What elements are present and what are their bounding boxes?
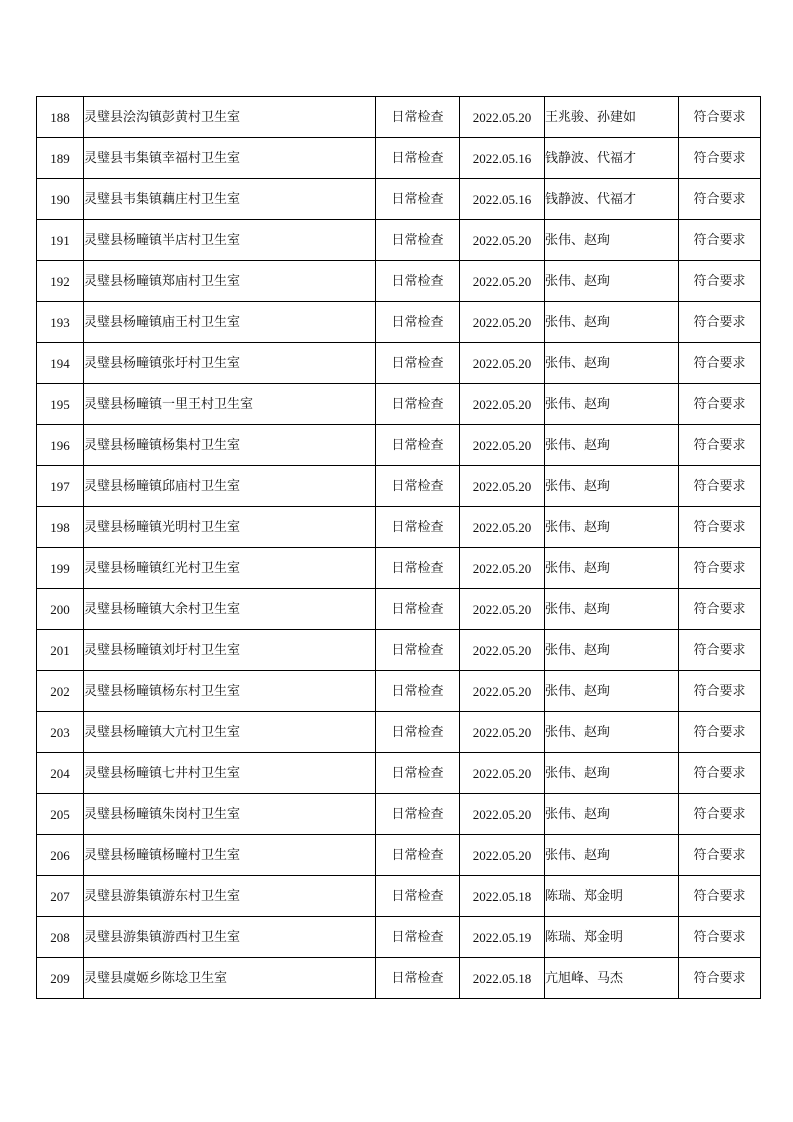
inspectors-cell: 张伟、赵珣 xyxy=(545,302,679,343)
clinic-name-cell: 灵璧县杨疃镇张圩村卫生室 xyxy=(84,343,376,384)
inspectors-cell: 张伟、赵珣 xyxy=(545,466,679,507)
inspection-type-cell: 日常检查 xyxy=(376,466,460,507)
table-row xyxy=(37,712,761,753)
inspection-type-cell: 日常检查 xyxy=(376,302,460,343)
clinic-name-cell: 灵璧县杨疃镇大余村卫生室 xyxy=(84,589,376,630)
row-number-cell: 190 xyxy=(37,179,84,220)
inspection-date-cell: 2022.05.20 xyxy=(460,671,545,712)
result-cell: 符合要求 xyxy=(679,835,761,876)
row-number-cell: 205 xyxy=(37,794,84,835)
clinic-name-cell: 灵璧县韦集镇幸福村卫生室 xyxy=(84,138,376,179)
inspectors-cell: 张伟、赵珣 xyxy=(545,548,679,589)
result-cell: 符合要求 xyxy=(679,548,761,589)
table-row xyxy=(37,138,761,179)
row-number-cell: 200 xyxy=(37,589,84,630)
result-cell: 符合要求 xyxy=(679,466,761,507)
inspectors-cell: 陈瑞、郑金明 xyxy=(545,876,679,917)
inspection-date-cell: 2022.05.16 xyxy=(460,138,545,179)
row-number-cell: 207 xyxy=(37,876,84,917)
inspection-date-cell: 2022.05.20 xyxy=(460,425,545,466)
inspection-date-cell: 2022.05.20 xyxy=(460,261,545,302)
row-number-cell: 196 xyxy=(37,425,84,466)
inspectors-cell: 王兆骏、孙建如 xyxy=(545,97,679,138)
row-number-cell: 203 xyxy=(37,712,84,753)
inspection-date-cell: 2022.05.18 xyxy=(460,876,545,917)
inspection-type-cell: 日常检查 xyxy=(376,794,460,835)
inspection-type-cell: 日常检查 xyxy=(376,753,460,794)
table-row xyxy=(37,753,761,794)
table-row xyxy=(37,302,761,343)
result-cell: 符合要求 xyxy=(679,425,761,466)
inspectors-cell: 钱静波、代福才 xyxy=(545,138,679,179)
inspectors-cell: 张伟、赵珣 xyxy=(545,794,679,835)
table-row xyxy=(37,917,761,958)
row-number-cell: 201 xyxy=(37,630,84,671)
inspection-date-cell: 2022.05.20 xyxy=(460,753,545,794)
inspection-type-cell: 日常检查 xyxy=(376,384,460,425)
inspection-date-cell: 2022.05.20 xyxy=(460,302,545,343)
row-number-cell: 208 xyxy=(37,917,84,958)
table-row xyxy=(37,835,761,876)
clinic-name-cell: 灵璧县杨疃镇庙王村卫生室 xyxy=(84,302,376,343)
result-cell: 符合要求 xyxy=(679,343,761,384)
inspection-type-cell: 日常检查 xyxy=(376,835,460,876)
inspectors-cell: 张伟、赵珣 xyxy=(545,712,679,753)
inspectors-cell: 张伟、赵珣 xyxy=(545,220,679,261)
result-cell: 符合要求 xyxy=(679,97,761,138)
inspection-date-cell: 2022.05.20 xyxy=(460,589,545,630)
row-number-cell: 195 xyxy=(37,384,84,425)
clinic-name-cell: 灵璧县浍沟镇彭黄村卫生室 xyxy=(84,97,376,138)
clinic-name-cell: 灵璧县杨疃镇大亢村卫生室 xyxy=(84,712,376,753)
table-row xyxy=(37,343,761,384)
inspection-date-cell: 2022.05.16 xyxy=(460,179,545,220)
row-number-cell: 204 xyxy=(37,753,84,794)
row-number-cell: 202 xyxy=(37,671,84,712)
inspection-type-cell: 日常检查 xyxy=(376,630,460,671)
row-number-cell: 193 xyxy=(37,302,84,343)
clinic-name-cell: 灵璧县游集镇游东村卫生室 xyxy=(84,876,376,917)
table-body xyxy=(37,97,761,999)
table-row xyxy=(37,466,761,507)
result-cell: 符合要求 xyxy=(679,671,761,712)
inspection-date-cell: 2022.05.20 xyxy=(460,343,545,384)
table-row xyxy=(37,548,761,589)
inspection-type-cell: 日常检查 xyxy=(376,507,460,548)
inspectors-cell: 张伟、赵珣 xyxy=(545,425,679,466)
table-row xyxy=(37,630,761,671)
clinic-name-cell: 灵璧县游集镇游西村卫生室 xyxy=(84,917,376,958)
row-number-cell: 199 xyxy=(37,548,84,589)
inspection-date-cell: 2022.05.20 xyxy=(460,835,545,876)
inspection-date-cell: 2022.05.20 xyxy=(460,384,545,425)
inspection-type-cell: 日常检查 xyxy=(376,589,460,630)
inspection-date-cell: 2022.05.20 xyxy=(460,220,545,261)
inspection-record-table xyxy=(36,96,761,999)
inspectors-cell: 张伟、赵珣 xyxy=(545,630,679,671)
result-cell: 符合要求 xyxy=(679,630,761,671)
row-number-cell: 194 xyxy=(37,343,84,384)
table-row xyxy=(37,425,761,466)
inspection-date-cell: 2022.05.20 xyxy=(460,97,545,138)
inspectors-cell: 张伟、赵珣 xyxy=(545,753,679,794)
inspection-type-cell: 日常检查 xyxy=(376,917,460,958)
clinic-name-cell: 灵璧县杨疃镇朱岗村卫生室 xyxy=(84,794,376,835)
row-number-cell: 198 xyxy=(37,507,84,548)
table-row xyxy=(37,384,761,425)
row-number-cell: 188 xyxy=(37,97,84,138)
inspection-date-cell: 2022.05.20 xyxy=(460,548,545,589)
result-cell: 符合要求 xyxy=(679,589,761,630)
row-number-cell: 209 xyxy=(37,958,84,999)
table-row xyxy=(37,794,761,835)
inspectors-cell: 张伟、赵珣 xyxy=(545,384,679,425)
inspection-type-cell: 日常检查 xyxy=(376,671,460,712)
result-cell: 符合要求 xyxy=(679,917,761,958)
inspectors-cell: 张伟、赵珣 xyxy=(545,261,679,302)
table-row xyxy=(37,876,761,917)
row-number-cell: 206 xyxy=(37,835,84,876)
inspection-date-cell: 2022.05.20 xyxy=(460,630,545,671)
result-cell: 符合要求 xyxy=(679,302,761,343)
inspection-date-cell: 2022.05.20 xyxy=(460,466,545,507)
inspection-type-cell: 日常检查 xyxy=(376,712,460,753)
clinic-name-cell: 灵璧县杨疃镇杨集村卫生室 xyxy=(84,425,376,466)
result-cell: 符合要求 xyxy=(679,753,761,794)
inspection-type-cell: 日常检查 xyxy=(376,97,460,138)
clinic-name-cell: 灵璧县韦集镇藕庄村卫生室 xyxy=(84,179,376,220)
inspection-type-cell: 日常检查 xyxy=(376,220,460,261)
row-number-cell: 192 xyxy=(37,261,84,302)
inspection-date-cell: 2022.05.20 xyxy=(460,712,545,753)
clinic-name-cell: 灵璧县杨疃镇刘圩村卫生室 xyxy=(84,630,376,671)
clinic-name-cell: 灵璧县杨疃镇郑庙村卫生室 xyxy=(84,261,376,302)
clinic-name-cell: 灵璧县杨疃镇七井村卫生室 xyxy=(84,753,376,794)
row-number-cell: 191 xyxy=(37,220,84,261)
result-cell: 符合要求 xyxy=(679,384,761,425)
table-row xyxy=(37,507,761,548)
result-cell: 符合要求 xyxy=(679,958,761,999)
clinic-name-cell: 灵璧县杨疃镇半店村卫生室 xyxy=(84,220,376,261)
result-cell: 符合要求 xyxy=(679,179,761,220)
inspectors-cell: 陈瑞、郑金明 xyxy=(545,917,679,958)
result-cell: 符合要求 xyxy=(679,261,761,302)
inspectors-cell: 钱静波、代福才 xyxy=(545,179,679,220)
inspection-type-cell: 日常检查 xyxy=(376,138,460,179)
inspection-type-cell: 日常检查 xyxy=(376,343,460,384)
table-row xyxy=(37,220,761,261)
result-cell: 符合要求 xyxy=(679,794,761,835)
table-row xyxy=(37,589,761,630)
clinic-name-cell: 灵璧县杨疃镇杨疃村卫生室 xyxy=(84,835,376,876)
result-cell: 符合要求 xyxy=(679,712,761,753)
inspection-date-cell: 2022.05.20 xyxy=(460,794,545,835)
clinic-name-cell: 灵璧县杨疃镇一里王村卫生室 xyxy=(84,384,376,425)
clinic-name-cell: 灵璧县杨疃镇杨东村卫生室 xyxy=(84,671,376,712)
inspectors-cell: 张伟、赵珣 xyxy=(545,343,679,384)
result-cell: 符合要求 xyxy=(679,220,761,261)
inspection-type-cell: 日常检查 xyxy=(376,958,460,999)
result-cell: 符合要求 xyxy=(679,138,761,179)
inspectors-cell: 张伟、赵珣 xyxy=(545,835,679,876)
inspection-type-cell: 日常检查 xyxy=(376,179,460,220)
row-number-cell: 197 xyxy=(37,466,84,507)
table-row xyxy=(37,958,761,999)
inspection-type-cell: 日常检查 xyxy=(376,876,460,917)
inspection-date-cell: 2022.05.20 xyxy=(460,507,545,548)
inspection-type-cell: 日常检查 xyxy=(376,261,460,302)
clinic-name-cell: 灵璧县虞姬乡陈埝卫生室 xyxy=(84,958,376,999)
table-row xyxy=(37,261,761,302)
inspectors-cell: 张伟、赵珣 xyxy=(545,589,679,630)
inspectors-cell: 张伟、赵珣 xyxy=(545,671,679,712)
result-cell: 符合要求 xyxy=(679,507,761,548)
inspection-date-cell: 2022.05.18 xyxy=(460,958,545,999)
clinic-name-cell: 灵璧县杨疃镇红光村卫生室 xyxy=(84,548,376,589)
row-number-cell: 189 xyxy=(37,138,84,179)
inspection-date-cell: 2022.05.19 xyxy=(460,917,545,958)
clinic-name-cell: 灵璧县杨疃镇光明村卫生室 xyxy=(84,507,376,548)
inspection-type-cell: 日常检查 xyxy=(376,548,460,589)
result-cell: 符合要求 xyxy=(679,876,761,917)
table-row xyxy=(37,97,761,138)
clinic-name-cell: 灵璧县杨疃镇邱庙村卫生室 xyxy=(84,466,376,507)
inspection-type-cell: 日常检查 xyxy=(376,425,460,466)
table-row xyxy=(37,671,761,712)
inspectors-cell: 亢旭峰、马杰 xyxy=(545,958,679,999)
inspectors-cell: 张伟、赵珣 xyxy=(545,507,679,548)
table-row xyxy=(37,179,761,220)
